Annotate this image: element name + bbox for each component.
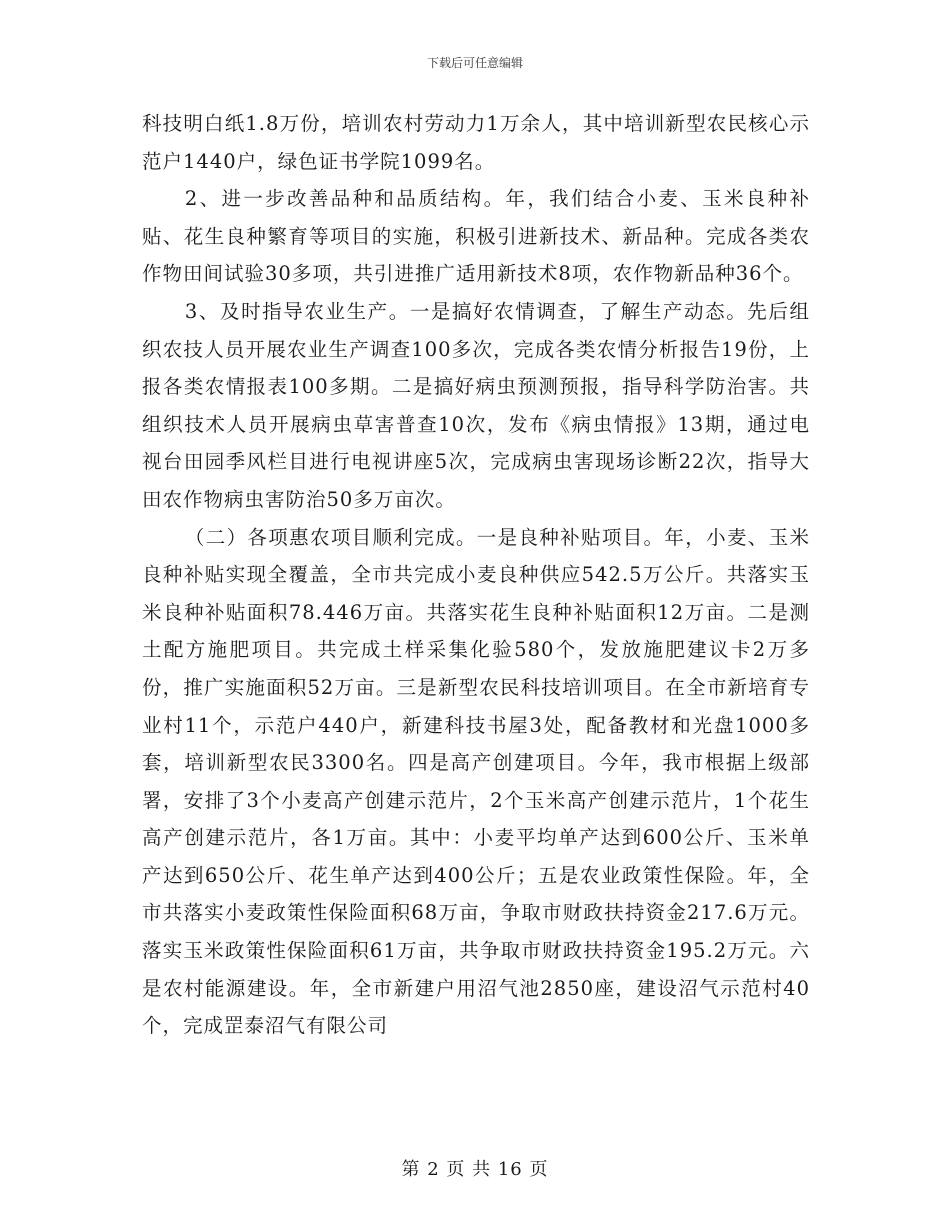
- paragraph-3: 3、及时指导农业生产。一是搞好农情调查，了解生产动态。先后组织农技人员开展农业生产调查100多次，完成各类农情分析报告19份，上报各类农情报表100多期。二是搞好病虫预测预报，指导科学防治害。共组织技术人员开展病虫草害普查10次，发布《病虫情报》13期，通过电视台田园季风栏目进行电视讲座5次，完成病虫害现场诊断22次，指导大田农作物病虫害防治50多万亩次。: [142, 299, 810, 511]
- paragraph-4: （二）各项惠农项目顺利完成。一是良种补贴项目。年，小麦、玉米良种补贴实现全覆盖，全市共完成小麦良种供应542.5万公斤。共落实玉米良种补贴面积78.446万亩。共落实花生良种补贴面积12万亩。二是测土配方施肥项目。共完成土样采集化验580个，发放施肥建议卡2万多份，推广实施面积52万亩。三是新型农民科技培训项目。在全市新培育专业村11个，示范户440户，新建科技书屋3处，配备教材和光盘1000多套，培训新型农民3300名。四是高产创建项目。今年，我市根据上级部署，安排了3个小麦高产创建示范片，2个玉米高产创建示范片，1个花生高产创建示范片，各1万亩。其中：小麦平均单产达到600公斤、玉米单产达到650公斤、花生单产达到400公斤；五是农业政策性保险。年，全市共落实小麦政策性保险面积68万亩，争取市财政扶持资金217.6万元。落实玉米政策性保险面积61万亩，共争取市财政扶持资金195.2万元。六是农村能源建设。年，全市新建户用沼气池2850座，建设沼气示范村40个，完成罡泰沼气有限公司: [142, 525, 810, 1038]
- paragraph-1: 科技明白纸1.8万份，培训农村劳动力1万余人，其中培训新型农民核心示范户1440户，绿色证书学院1099名。: [142, 112, 810, 173]
- page-header: 下载后可任意编辑: [426, 56, 523, 70]
- paragraph-2: 2、进一步改善品种和品质结构。年，我们结合小麦、玉米良种补贴、花生良种繁育等项目的实施，积极引进新技术、新品种。完成各类农作物田间试验30多项，共引进推广适用新技术8项，农作物新品种36个。: [142, 187, 810, 286]
- document-body: [142, 105, 810, 1045]
- page-number-footer: 第 2 页 共 16 页: [401, 1159, 549, 1180]
